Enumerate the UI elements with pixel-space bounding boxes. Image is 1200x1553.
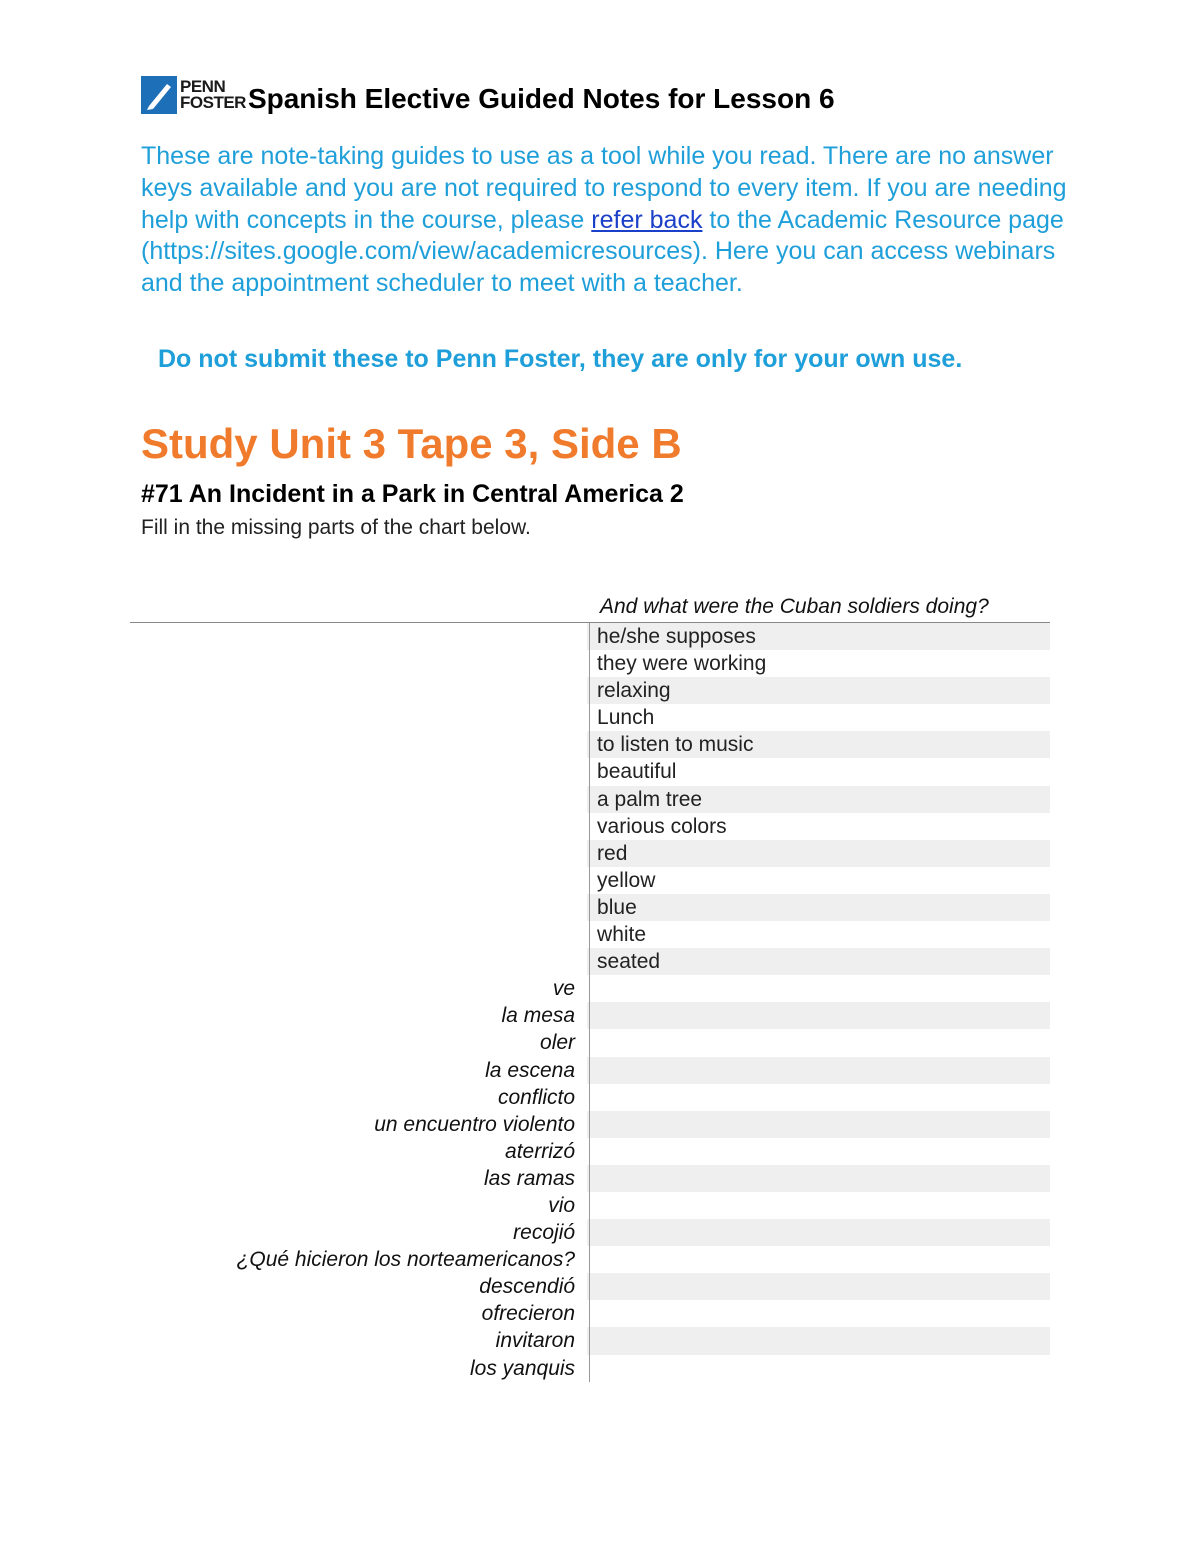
english-term-cell[interactable] (587, 1057, 1050, 1084)
english-term-cell[interactable]: blue (587, 894, 1050, 921)
spanish-term-cell[interactable]: ofrecieron (481, 1302, 576, 1326)
english-term-cell[interactable] (587, 1355, 1050, 1382)
english-term-cell[interactable] (587, 1300, 1050, 1327)
spanish-term-cell[interactable] (130, 786, 585, 813)
english-term-cell[interactable]: relaxing (587, 677, 1050, 704)
spanish-term-cell[interactable] (130, 921, 585, 948)
spanish-term-cell[interactable]: recojió (513, 1221, 576, 1245)
logo-wordmark (180, 79, 246, 111)
table-row (130, 1084, 1050, 1111)
document-title: Spanish Elective Guided Notes for Lesson 6 (247, 83, 835, 114)
spanish-term-cell[interactable]: descendió (479, 1275, 576, 1299)
spanish-term-cell[interactable]: los yanquis (469, 1356, 576, 1380)
table-row (130, 894, 1050, 921)
table-row (130, 1111, 1050, 1138)
english-term-cell[interactable] (587, 975, 1050, 1002)
english-term-cell[interactable] (587, 1246, 1050, 1273)
spanish-term-cell[interactable]: invitaron (495, 1329, 576, 1353)
table-row (130, 867, 1050, 894)
chart-body (130, 623, 1050, 1382)
english-term-cell[interactable]: yellow (597, 868, 656, 892)
table-row (130, 677, 1050, 704)
spanish-term-cell[interactable]: la mesa (501, 1004, 576, 1028)
english-term-cell[interactable]: white (597, 923, 647, 947)
table-row (130, 1327, 1050, 1354)
english-term-cell[interactable]: various colors (597, 814, 727, 838)
spanish-term-cell[interactable] (130, 704, 585, 731)
spanish-term-cell[interactable] (130, 623, 585, 650)
table-row (130, 786, 1050, 813)
english-term-cell[interactable] (587, 1273, 1050, 1300)
intro-text-2: to the Academic Resource page (https://sites.google.com/view/academicresources). Here you can access webinars and the appointment scheduler to meet with a teacher. (141, 205, 1064, 298)
english-term-cell[interactable]: Lunch (597, 706, 655, 730)
refer-back-link[interactable]: refer back (591, 205, 703, 234)
penn-foster-logo (141, 76, 246, 114)
spanish-term-cell[interactable] (130, 867, 585, 894)
intro-paragraph (141, 141, 1071, 300)
table-row (130, 1273, 1050, 1300)
table-row (130, 650, 1050, 677)
table-row (130, 623, 1050, 650)
english-term-cell[interactable] (587, 1327, 1050, 1354)
spanish-term-cell[interactable]: vio (548, 1193, 576, 1217)
table-row (130, 1219, 1050, 1246)
unit-title: Study Unit 3 Tape 3, Side B (141, 420, 682, 467)
table-row (130, 758, 1050, 785)
table-row (130, 975, 1050, 1002)
english-term-cell[interactable]: beautiful (597, 760, 677, 784)
table-row (130, 1246, 1050, 1273)
spanish-term-cell[interactable]: aterrizó (505, 1139, 576, 1163)
table-row (130, 840, 1050, 867)
chart-header (130, 593, 1050, 623)
english-term-cell[interactable]: seated (587, 948, 1050, 975)
spanish-term-cell[interactable]: oler (540, 1031, 576, 1055)
table-row (130, 1300, 1050, 1327)
spanish-term-cell[interactable]: conflicto (498, 1085, 576, 1109)
table-row (130, 704, 1050, 731)
table-row (130, 1057, 1050, 1084)
english-term-cell[interactable]: a palm tree (587, 786, 1050, 813)
table-row (130, 948, 1050, 975)
spanish-term-cell[interactable]: las ramas (484, 1166, 576, 1190)
table-row (130, 1192, 1050, 1219)
english-term-cell[interactable] (587, 1165, 1050, 1192)
table-row (130, 731, 1050, 758)
table-row (130, 921, 1050, 948)
table-row (130, 1355, 1050, 1382)
english-term-cell[interactable] (587, 1192, 1050, 1219)
english-term-cell[interactable] (587, 1029, 1050, 1056)
english-term-cell[interactable]: he/she supposes (587, 623, 1050, 650)
english-term-cell[interactable] (587, 1002, 1050, 1029)
table-row (130, 813, 1050, 840)
logo-mark-icon (141, 76, 177, 114)
english-term-cell[interactable]: to listen to music (587, 731, 1050, 758)
english-term-cell[interactable] (587, 1219, 1050, 1246)
vocabulary-chart (130, 593, 1050, 1382)
english-term-cell[interactable]: they were working (597, 652, 767, 676)
spanish-term-cell[interactable]: ve (552, 977, 576, 1001)
spanish-term-cell[interactable] (130, 758, 585, 785)
section-title: #71 An Incident in a Park in Central America 2 (141, 480, 684, 508)
table-row (130, 1165, 1050, 1192)
intro-text-1: These are note-taking guides to use as a tool while you read. There are no answer keys available and you are not required to respond to every item. If you are needing help with concepts in the course, please (141, 142, 1067, 234)
logo-line-1: PENN (180, 77, 226, 96)
spanish-term-cell[interactable]: un encuentro violento (374, 1112, 576, 1136)
english-term-cell[interactable]: red (587, 840, 1050, 867)
spanish-term-cell[interactable] (130, 894, 585, 921)
logo-line-2: FOSTER (180, 93, 246, 112)
submission-warning: Do not submit these to Penn Foster, they are only for your own use. (158, 345, 963, 373)
table-row (130, 1029, 1050, 1056)
table-row (130, 1002, 1050, 1029)
chart-header-right: And what were the Cuban soldiers doing? (600, 595, 989, 618)
spanish-term-cell[interactable] (130, 948, 585, 975)
spanish-term-cell[interactable] (130, 731, 585, 758)
table-row (130, 1138, 1050, 1165)
document-header (141, 70, 835, 120)
english-term-cell[interactable] (587, 1138, 1050, 1165)
spanish-term-cell[interactable] (130, 677, 585, 704)
english-term-cell[interactable] (587, 1084, 1050, 1111)
spanish-term-cell[interactable]: ¿Qué hicieron los norteamericanos? (236, 1248, 576, 1272)
spanish-term-cell[interactable] (130, 650, 585, 677)
spanish-term-cell[interactable] (130, 840, 585, 867)
instruction-text: Fill in the missing parts of the chart below. (141, 516, 531, 539)
english-term-cell[interactable] (587, 1111, 1050, 1138)
spanish-term-cell[interactable] (130, 813, 585, 840)
spanish-term-cell[interactable]: la escena (485, 1058, 576, 1082)
